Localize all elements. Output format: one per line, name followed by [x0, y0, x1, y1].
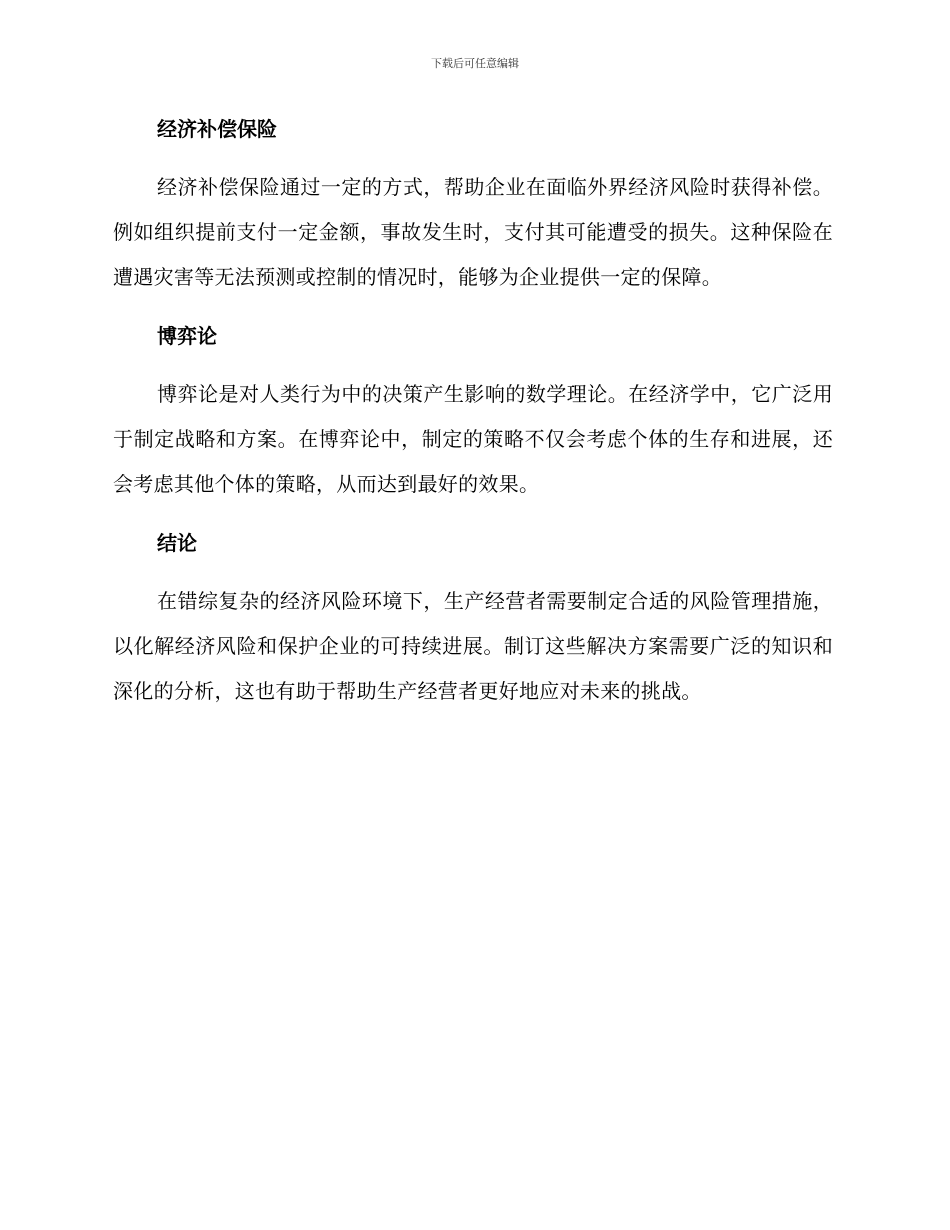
section-heading-game-theory: 博弈论 [157, 324, 217, 348]
section-heading-economic-compensation-insurance: 经济补偿保险 [157, 117, 277, 141]
page-header: 下载后可任意编辑 [431, 57, 519, 70]
document-body [113, 112, 833, 714]
section-heading-conclusion: 结论 [157, 531, 197, 555]
section-paragraph-economic-compensation-insurance: 经济补偿保险通过一定的方式，帮助企业在面临外界经济风险时获得补偿。例如组织提前支付一定金额，事故发生时，支付其可能遭受的损失。这种保险在遭遇灾害等无法预测或控制的情况时，能够为企业提供一定的保障。 [113, 175, 833, 289]
section-paragraph-conclusion: 在错综复杂的经济风险环境下，生产经营者需要制定合适的风险管理措施，以化解经济风险和保护企业的可持续进展。制订这些解决方案需要广泛的知识和深化的分析，这也有助于帮助生产经营者更好地应对未来的挑战。 [113, 589, 833, 703]
section-paragraph-game-theory: 博弈论是对人类行为中的决策产生影响的数学理论。在经济学中，它广泛用于制定战略和方案。在博弈论中，制定的策略不仅会考虑个体的生存和进展，还会考虑其他个体的策略，从而达到最好的效果。 [113, 382, 833, 496]
